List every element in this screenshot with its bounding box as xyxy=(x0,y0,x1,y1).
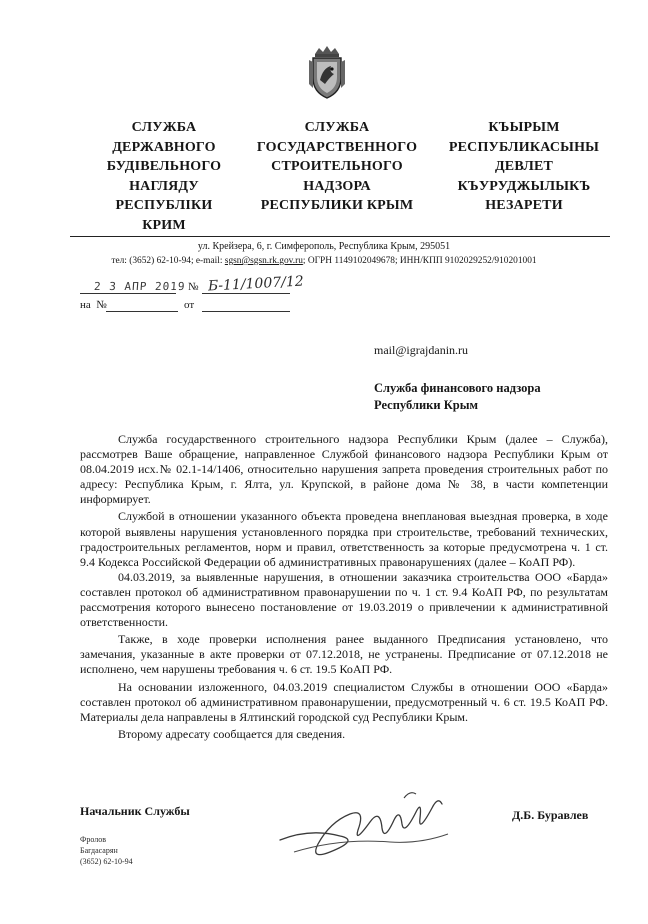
header-crimean-tatar xyxy=(426,118,622,216)
recipient-second xyxy=(374,380,541,414)
executor-block xyxy=(80,834,133,867)
phone-text: тел: (3652) 62-10-94; e-mail: xyxy=(111,256,225,266)
header-ct-line: РЕСПУБЛИКАСЫНЫ xyxy=(448,139,600,155)
header-divider xyxy=(70,236,610,237)
reply-number-label: на № xyxy=(80,299,107,311)
body-paragraph: На основании изложенного, 04.03.2019 специалистом Службы в отношении ООО «Барда» составлен протокол об административном правонарушении, предусмотренный ч. 6 ст. 19.5 КоАП РФ. Материалы дела направлены в Ялтинский городской суд Республики Крым. xyxy=(80,679,608,724)
header-ru-line: РЕСПУБЛИКИ КРЫМ xyxy=(260,198,414,213)
header-ru-line: СЛУЖБА xyxy=(304,120,370,135)
signature-icon xyxy=(270,778,480,868)
header-ru-line: СТРОИТЕЛЬНОГО xyxy=(271,159,403,174)
body-paragraph: Служба государственного строительного надзора Республики Крым (далее – Служба), рассмотрев Ваше обращение, направленное Службой финансового надзора Республики Крым от 08.04.2019 исх.№ 02.1-14/1406, относительно нарушения запрета проведения строительных работ по адресу: Республика Крым, г. Ялта, ул. Крупской, в районе дома № 38, в части компетенции информирует. xyxy=(80,432,608,507)
header-ct-line: НЕЗАРЕТИ xyxy=(485,198,563,213)
date-stamp: 2 3 АПР 2019 xyxy=(93,280,186,293)
header-ukrainian xyxy=(78,118,250,235)
email-link[interactable]: sgsn@sgsn.rk.gov.ru xyxy=(224,256,303,266)
header-ua-line: БУДІВЕЛЬНОГО xyxy=(106,159,222,174)
outgoing-number: Б-11/1007/12 xyxy=(207,273,305,295)
body-paragraph: Второму адресату сообщается для сведения. xyxy=(118,726,346,741)
header-ua-line: ДЕРЖАВНОГО xyxy=(112,139,216,155)
signer-role: Начальник Службы xyxy=(80,804,190,818)
recipient-email: mail@igrajdanin.ru xyxy=(374,343,469,357)
header-ua-line: СЛУЖБА xyxy=(131,120,197,135)
body-paragraph: Службой в отношении указанного объекта проведена внеплановая выездная проверка, в ходе которой выявлены нарушения установленного порядка при строительстве, требований технических, градостроительных регламентов, норм и правил, ответственность за которые предусмотрена ч. 1 ст. 9.4 Кодекса Российской Федерации об административных правонарушениях (далее – КоАП РФ). xyxy=(80,509,608,569)
contacts-line xyxy=(0,256,648,266)
reply-number-line xyxy=(106,311,178,312)
signer-name: Д.Б. Буравлев xyxy=(512,808,589,822)
executor-line: Багдасарян xyxy=(80,846,118,855)
reply-date-label: от xyxy=(184,299,195,311)
address-line: ул. Крейзера, 6, г. Симферополь, Республика Крым, 295051 xyxy=(197,241,451,252)
coat-of-arms-icon xyxy=(307,44,347,102)
header-ua-line: НАГЛЯДУ xyxy=(129,178,199,194)
header-ua-line: КРИМ xyxy=(142,217,186,233)
date-line xyxy=(80,293,176,294)
number-label: № xyxy=(188,281,199,293)
header-russian xyxy=(242,118,432,216)
registry-text: ; ОГРН 1149102049678; ИНН/КПП 9102029252/910201001 xyxy=(302,256,537,266)
body-paragraph: 04.03.2019, за выявленные нарушения, в отношении заказчика строительства ООО «Барда» составлен протокол об административном правонарушении по ч. 1 ст. 9.4 КоАП РФ, по результатам рассмотрения которого вынесено постановление от 19.03.2019 о привлечении к административной ответственности. xyxy=(80,569,608,630)
header-ct-line: КЪЫРЫМ xyxy=(488,120,560,135)
body-paragraph: Также, в ходе проверки исполнения ранее выданного Предписания установлено, что замечания, указанные в акте проверки от 07.12.2018, не устранены. Предписание от 07.12.2018 не исполнено, чем нарушены требования ч. 6 ст. 19.5 КоАП РФ. xyxy=(80,632,608,677)
recipient-line: Республики Крым xyxy=(374,398,478,412)
recipient-line: Служба финансового надзора xyxy=(374,381,541,395)
letter-body xyxy=(80,432,608,742)
executor-line: (3652) 62-10-94 xyxy=(80,857,133,866)
header-ru-line: ГОСУДАРСТВЕННОГО xyxy=(256,139,418,155)
reply-date-line xyxy=(202,311,290,312)
executor-line: Фролов xyxy=(80,835,106,844)
header-ua-line: РЕСПУБЛІКИ xyxy=(115,198,213,213)
header-ct-line: КЪУРУДЖЫЛЫКЪ xyxy=(457,178,591,194)
header-ru-line: НАДЗОРА xyxy=(303,178,371,194)
header-ct-line: ДЕВЛЕТ xyxy=(494,159,554,174)
